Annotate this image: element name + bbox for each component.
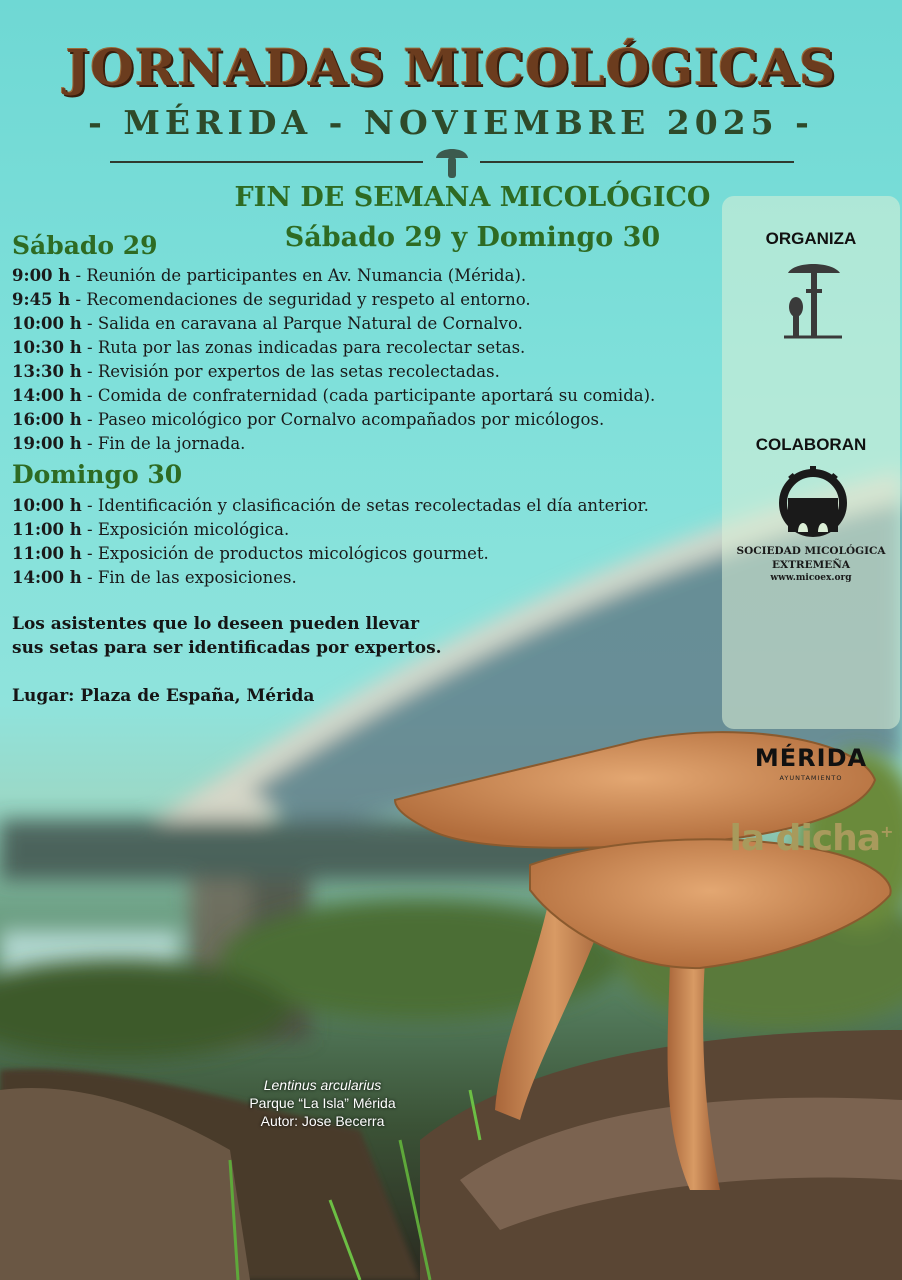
merida-logo-text: MÉRIDA: [754, 744, 868, 772]
colaboran-heading: COLABORAN: [755, 435, 867, 454]
merida-coat-of-arms-icon: [774, 464, 852, 542]
schedule-item: 19:00 h - Fin de la jornada.: [12, 434, 246, 453]
saturday-schedule: [12, 264, 722, 456]
schedule-item: 14:00 h - Fin de las exposiciones.: [12, 568, 297, 587]
schedule-item: 10:00 h - Salida en caravana al Parque Natural de Cornalvo.: [12, 314, 523, 333]
divider-left: [110, 161, 423, 163]
photo-credit: Lentinus arcularius Parque “La Isla” Mérida Autor: Jose Becerra: [249, 1077, 396, 1129]
poster-title: JORNADAS MICOLÓGICAS: [65, 38, 837, 97]
venue: Lugar: Plaza de España, Mérida: [12, 686, 315, 706]
divider-right: [480, 161, 794, 163]
event-title: FIN DE SEMANA MICOLÓGICO: [234, 182, 711, 213]
society-website: www.micoex.org: [770, 573, 852, 583]
schedule-item: 9:45 h - Recomendaciones de seguridad y respeto al entorno.: [12, 290, 531, 309]
la-dicha-logo: la dicha+: [729, 818, 893, 859]
schedule-item: 9:00 h - Reunión de participantes en Av. Numancia (Mérida).: [12, 266, 527, 285]
event-dates: Sábado 29 y Domingo 30: [284, 222, 661, 253]
schedule-item: 16:00 h - Paseo micológico por Cornalvo acompañados por micólogos.: [12, 410, 605, 429]
schedule-item: 10:30 h - Ruta por las zonas indicadas para recolectar setas.: [12, 338, 526, 357]
schedule-item: 13:30 h - Revisión por expertos de las setas recolectadas.: [12, 362, 500, 381]
sunday-heading: Domingo 30: [12, 460, 183, 489]
schedule-item: 10:00 h - Identificación y clasificación de setas recolectadas el día anterior.: [12, 496, 649, 515]
schedule-item: 11:00 h - Exposición micológica.: [12, 520, 290, 539]
note-line-2: sus setas para ser identificadas por expertos.: [12, 638, 442, 658]
poster-subtitle: - MÉRIDA - NOVIEMBRE 2025 -: [88, 103, 814, 142]
saturday-heading: Sábado 29: [12, 231, 158, 260]
note-line-1: Los asistentes que lo deseen pueden llevar: [12, 614, 420, 634]
sunday-schedule: [12, 494, 722, 590]
merida-logo-subtext: AYUNTAMIENTO: [779, 774, 843, 782]
society-name: SOCIEDAD MICOLÓGICA EXTREMEÑA: [736, 545, 886, 571]
organiza-heading: ORGANIZA: [765, 229, 857, 248]
ground: [0, 1030, 902, 1280]
society-mushroom-logo-icon: [784, 261, 842, 341]
sponsors-panel: [722, 196, 900, 859]
mushroom-divider-icon: [434, 142, 470, 180]
schedule-item: 14:00 h - Comida de confraternidad (cada participante aportará su comida).: [12, 386, 656, 405]
schedule-item: 11:00 h - Exposición de productos micológicos gourmet.: [12, 544, 489, 563]
